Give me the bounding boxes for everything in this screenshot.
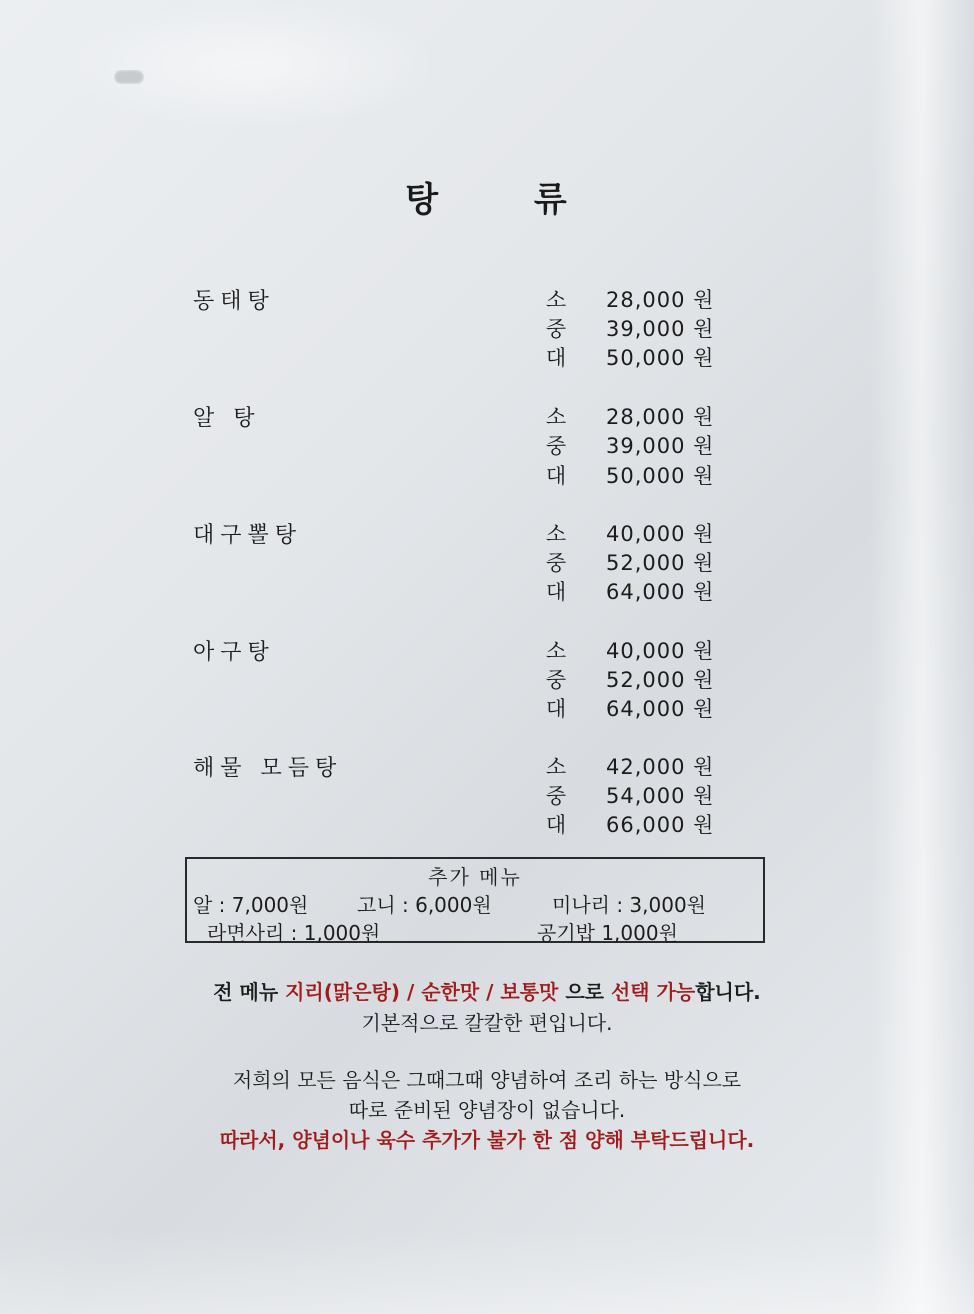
extras-title: 추가 메뉴 xyxy=(428,865,522,889)
size-label: 중 xyxy=(545,668,567,692)
size-label: 소 xyxy=(545,755,567,779)
size-label: 소 xyxy=(545,405,567,429)
note-highlight: 지리(맑은탕) / 순한맛 / 보통맛 xyxy=(285,980,559,1004)
price: 39,000 원 xyxy=(606,317,715,341)
menu-item-name: 해물 모듬탕 xyxy=(193,756,343,781)
price: 50,000 원 xyxy=(606,346,715,370)
size-label: 중 xyxy=(545,317,567,341)
page-title: 탕 류 xyxy=(405,180,609,220)
price: 52,000 원 xyxy=(606,551,715,575)
price: 39,000 원 xyxy=(606,434,715,458)
note-text: 으로 xyxy=(558,980,611,1004)
price: 50,000 원 xyxy=(606,464,715,488)
size-label: 대 xyxy=(545,813,567,837)
extra-ramen: 라면사리 : 1,000원 xyxy=(207,921,381,945)
price: 40,000 원 xyxy=(606,639,715,663)
price: 64,000 원 xyxy=(606,580,715,604)
size-label: 소 xyxy=(545,288,567,312)
size-label: 대 xyxy=(545,580,567,604)
glare xyxy=(60,0,440,130)
price: 28,000 원 xyxy=(606,405,715,429)
extra-gonni: 고니 : 6,000원 xyxy=(357,893,492,917)
extra-minari: 미나리 : 3,000원 xyxy=(552,893,706,917)
size-label: 중 xyxy=(545,784,567,808)
size-label: 대 xyxy=(545,464,567,488)
price: 66,000 원 xyxy=(606,813,715,837)
extra-egg: 알 : 7,000원 xyxy=(193,893,309,917)
size-label: 대 xyxy=(545,346,567,370)
size-label: 대 xyxy=(545,697,567,721)
glare xyxy=(0,1230,974,1314)
size-label: 소 xyxy=(545,639,567,663)
price: 28,000 원 xyxy=(606,288,715,312)
note-line: 기본적으로 칼칼한 편입니다. xyxy=(361,1011,613,1035)
menu-item-name: 알 탕 xyxy=(193,406,261,431)
price: 42,000 원 xyxy=(606,755,715,779)
punch-hole xyxy=(114,70,144,84)
extras-box xyxy=(185,857,765,943)
size-label: 중 xyxy=(545,551,567,575)
price: 52,000 원 xyxy=(606,668,715,692)
note-text: 합니다. xyxy=(695,980,761,1004)
note-line: 따라서, 양념이나 육수 추가가 불가 한 점 양해 부탁드립니다. xyxy=(219,1128,755,1152)
note-highlight: 선택 가능 xyxy=(610,980,696,1004)
size-label: 중 xyxy=(545,434,567,458)
size-label: 소 xyxy=(545,522,567,546)
note-line xyxy=(0,976,974,1005)
price: 54,000 원 xyxy=(606,784,715,808)
note-line: 따로 준비된 양념장이 없습니다. xyxy=(348,1098,626,1122)
menu-item-name: 아구탕 xyxy=(193,640,275,665)
extra-rice: 공기밥 1,000원 xyxy=(537,921,678,945)
price: 64,000 원 xyxy=(606,697,715,721)
menu-item-name: 동태탕 xyxy=(193,289,275,314)
note-line: 저희의 모든 음식은 그때그때 양념하여 조리 하는 방식으로 xyxy=(232,1068,742,1092)
price: 40,000 원 xyxy=(606,522,715,546)
menu-item-name: 대구뽈탕 xyxy=(193,523,303,548)
note-text: 전 메뉴 xyxy=(213,980,286,1004)
